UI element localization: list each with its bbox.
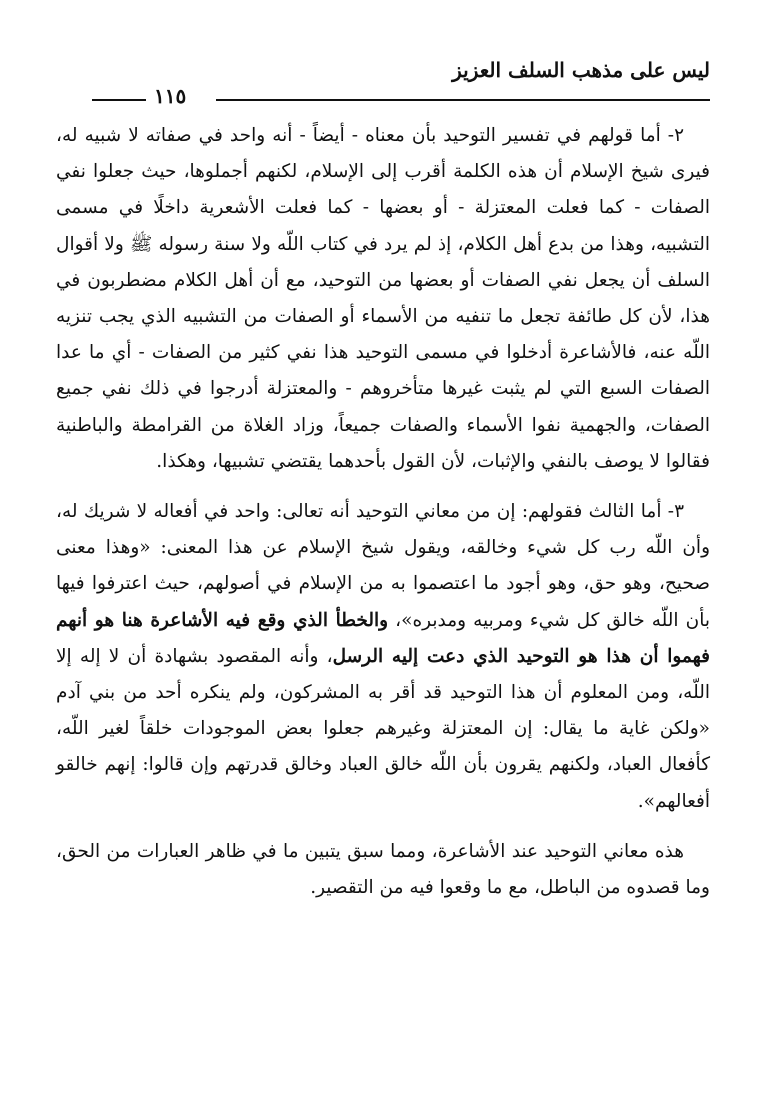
paragraph-3-text-end: ، وأنه المقصود بشهادة أن لا إله إلا اللّه، ومن المعلوم أن هذا التوحيد قد أقر به المشركون، ولم ينكره أحد من بني آدم «ولكن غاية ما يقال: إن المعتزلة وغيرهم جعلوا بعض الموجودات خلقاً لغير اللّه، كأفعال العباد، ولكنهم يقرون بأن اللّه خالق العباد وخالق قدرتهم وإن قالوا: إنهم خالقو أفعالهم». [56, 645, 710, 812]
header-rule-left [92, 99, 146, 101]
page-header [92, 58, 710, 108]
paragraph-3-text-start: ٣- أما الثالث فقولهم: إن من معاني التوحيد أنه تعالى: واحد في أفعاله لا شريك له، وأن اللّه رب كل شيء وخالقه، ويقول شيخ الإسلام عن هذا المعنى: «وهذا معنى صحيح، وهو حق، وهو أجود ما اعتصموا به من الإسلام في أصولهم، حيث اعترفوا فيها بأن اللّه خالق كل شيء ومربيه ومدبره»، [56, 501, 711, 631]
paragraph-2: ٢- أما قولهم في تفسير التوحيد بأن معناه - أيضاً - أنه واحد في صفاته لا شبيه له، فيرى شيخ الإسلام أن هذه الكلمة أقرب إلى الإسلام، لكنهم أجملوها، حيث جعلوا نفي الصفات - كما فعلت المعتزلة - أو بعضها - كما فعلت الأشعرية داخلًا في مسمى التشبيه، وهذا من بدع أهل الكلام، إذ لم يرد في كتاب اللّه ولا سنة رسوله ﷺ ولا أقوال السلف أن يجعل نفي الصفات أو بعضها من التوحيد، مع أن أهل الكلام مضطربون في هذا، لأن كل طائفة تجعل ما تنفيه من الأسماء أو الصفات من التشبيه الذي يجب تنزيه اللّه عنه، فالأشاعرة أدخلوا في مسمى التوحيد هذا نفي كثير من الصفات - أي ما عدا الصفات السبع التي لم يثبت غيرها متأخروهم - والمعتزلة أدرجوا في ذلك نفي جميع الصفات، والجهمية نفوا الأسماء والصفات جميعاً، وزاد الغلاة من القرامطة والباطنية فقالوا لا يوصف بالنفي والإثبات، لأن القول بأحدهما يقتضي تشبيها، وهكذا. [56, 125, 710, 472]
paragraph-3-bold-text: والخطأ الذي وقع فيه الأشاعرة هنا هو أنهم فهموا أن هذا هو التوحيد الذي دعت إليه الرسل [56, 609, 711, 667]
page-number: ١١٥ [154, 84, 187, 108]
running-title: ليس على مذهب السلف العزيز [452, 58, 710, 82]
page-body [56, 118, 710, 906]
header-rule-right [216, 99, 710, 101]
paragraph-3 [56, 494, 710, 820]
paragraph-summary: هذه معاني التوحيد عند الأشاعرة، ومما سبق يتبين ما في ظاهر العبارات من الحق، وما قصدوه من الباطل، مع ما وقعوا فيه من التقصير. [56, 840, 710, 899]
